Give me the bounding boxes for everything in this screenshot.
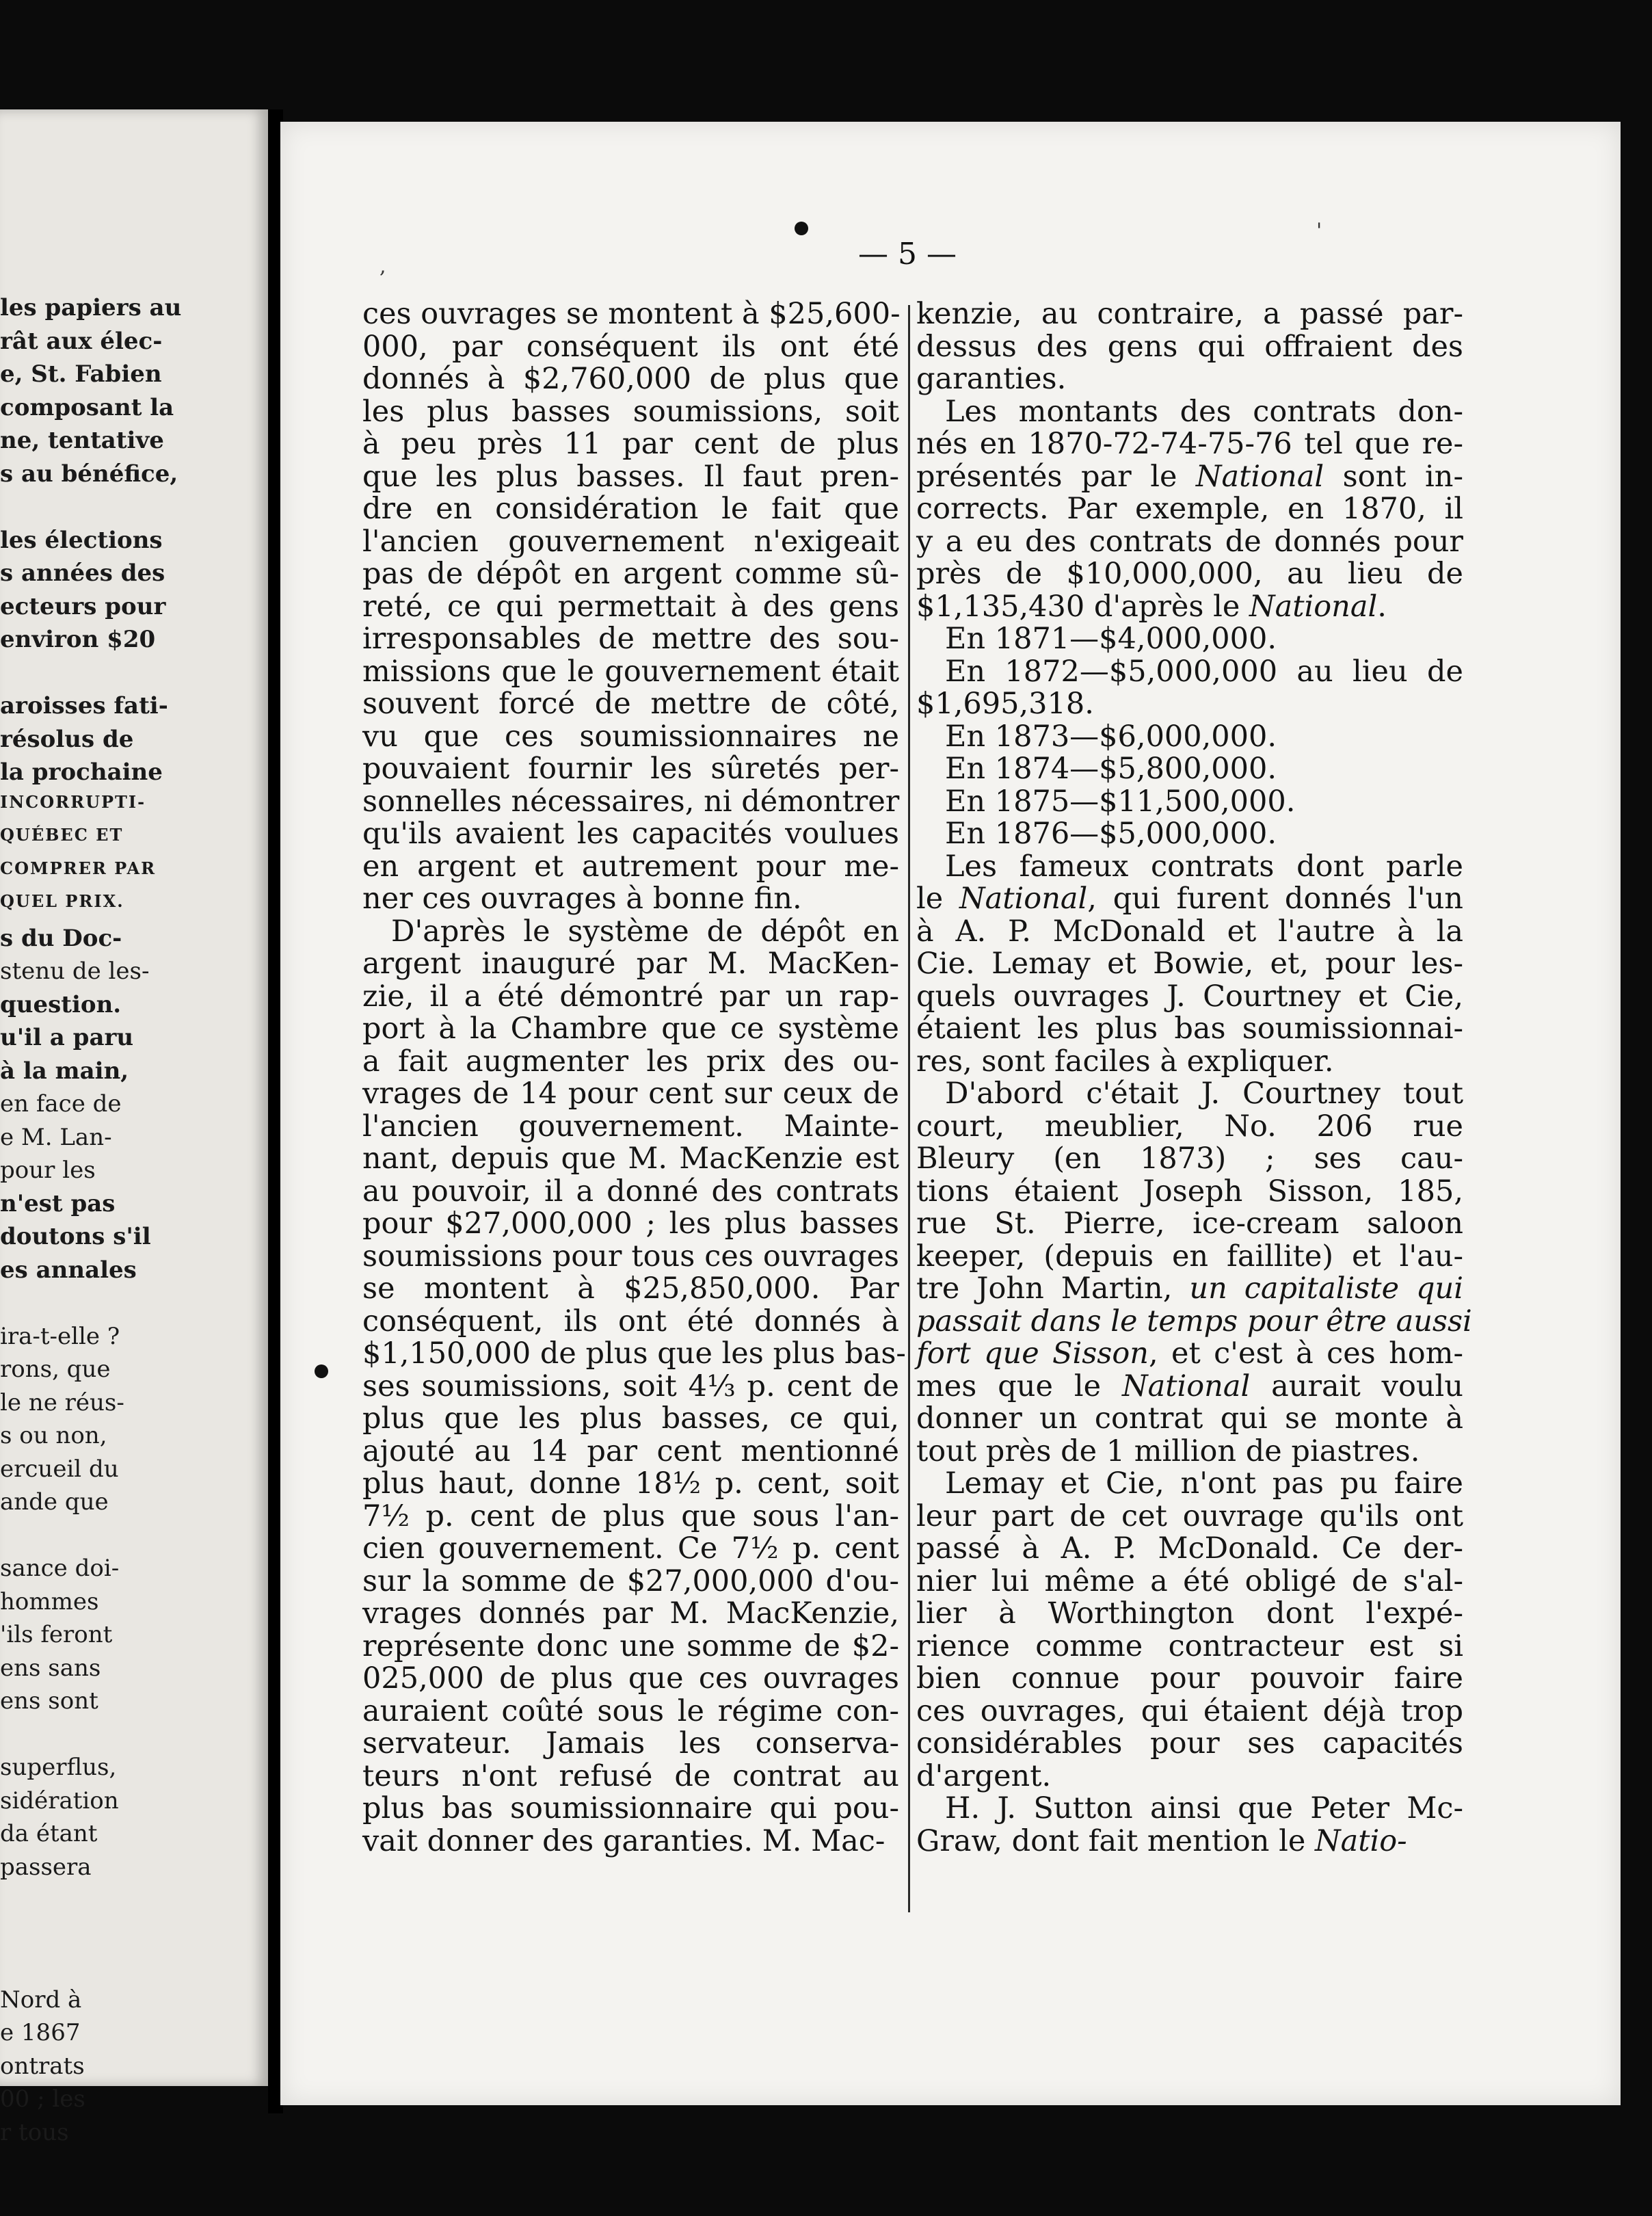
text-line: à A. P. McDonald et l'autre à la [916,914,1463,949]
left-page-line: s années des [0,559,165,587]
text-line: Les montants des contrats don- [945,394,1463,429]
text-line: res, sont faciles à expliquer. [916,1044,1334,1079]
text-line: lier à Worthington dont l'expé- [916,1596,1463,1631]
text-line: qu'ils avaient les capacités voulues [362,817,899,851]
text-line: auraient coûté sous le régime con- [362,1693,899,1728]
text-line: tions étaient Joseph Sisson, 185, [916,1174,1463,1209]
ink-dot [795,222,808,235]
text-line: quels ouvrages J. Courtney et Cie, [916,979,1463,1014]
left-page-line: n'est pas [0,1189,116,1217]
text-line: En 1876—$5,000,000. [945,817,1277,851]
text-line: au pouvoir, il a donné des contrats [362,1174,899,1209]
text-line: ner ces ouvrages à bonne fin. [362,882,802,916]
text-line: servateur. Jamais les conserva- [362,1726,899,1760]
text-line: dre en considération le fait que [362,492,899,526]
text-line: zie, il a été démontré par un rap- [362,979,899,1014]
text-line: En 1871—$4,000,000. [945,622,1277,656]
text-line: Cie. Lemay et Bowie, et, pour les- [916,947,1463,981]
text-line: sur la somme de $27,000,000 d'ou- [362,1564,899,1598]
text-line: souvent forcé de mettre de côté, [362,687,899,721]
text-line: vrages de 14 pour cent sur ceux de [362,1077,899,1111]
text-line: se montent à $25,850,000. Par [362,1271,899,1306]
text-line: dessus des gens qui offraient des [916,329,1463,364]
left-page-line: hommes [0,1587,99,1615]
text-line: Bleury (en 1873) ; ses cau- [916,1142,1463,1176]
left-page-line: e 1867 [0,2019,81,2046]
text-line: les plus basses soumissions, soit [362,394,899,429]
text-line: en argent et autrement pour me- [362,849,899,884]
left-page-line: u'il a paru [0,1024,134,1051]
left-page-line: en face de [0,1090,122,1118]
text-line: Lemay et Cie, n'ont pas pu faire [945,1466,1463,1501]
text-line: plus bas soumissionnaire qui pou- [362,1791,899,1825]
left-page-line: ande que [0,1488,109,1516]
text-line: argent inauguré par M. MacKen- [362,947,899,981]
text-line: Graw, dont fait mention le Natio- [916,1823,1407,1858]
left-page-line: superflus, [0,1754,117,1781]
text-line: ces ouvrages, qui étaient déjà trop [916,1693,1463,1728]
left-page-line: ens sans [0,1654,101,1682]
text-line: donner un contrat qui se monte à [916,1401,1463,1436]
text-line: Les fameux contrats dont parle [945,849,1463,884]
left-page-line: da étant [0,1820,98,1847]
text-line: 7½ p. cent de plus que sous l'an- [362,1499,899,1533]
text-line: irresponsables de mettre des sou- [362,622,899,656]
left-page-line: sance doi- [0,1555,120,1582]
text-line: tre John Martin, un capitaliste qui [916,1271,1463,1306]
text-line: pouvaient fournir les sûretés per- [362,752,899,786]
left-page-line: s du Doc- [0,924,122,952]
left-page-line: environ $20 [0,626,156,653]
text-line: mes que le National aurait voulu [916,1369,1463,1403]
text-line: $1,150,000 de plus que les plus bas- [362,1336,906,1371]
text-line: donnés à $2,760,000 de plus que [362,362,899,396]
text-line: le National, qui furent donnés l'un [916,882,1463,916]
text-line: représente donc une somme de $2- [362,1628,899,1663]
text-line: nés en 1870-72-74-75-76 tel que re- [916,427,1463,461]
left-page-line: ens sont [0,1687,98,1715]
article-column-right [916,297,1472,1858]
left-page-line: les papiers au [0,294,182,321]
text-line: plus que les plus basses, ce qui, [362,1401,899,1436]
text-line: corrects. Par exemple, en 1870, il [916,492,1463,526]
text-line: port à la Chambre que ce système [362,1012,899,1046]
column-rule [908,305,910,1912]
left-page-line: à la main, [0,1057,129,1085]
text-line: fort que Sisson, et c'est à ces hom- [916,1336,1463,1371]
text-line: D'après le système de dépôt en [391,914,899,949]
text-line: En 1874—$5,800,000. [945,752,1277,786]
text-line: y a eu des contrats de donnés pour [916,524,1463,559]
text-line: nier lui même a été obligé de s'al- [916,1564,1463,1598]
left-page-line: rons, que [0,1356,111,1383]
left-page-line: le ne réus- [0,1388,124,1416]
left-page-line: question. [0,990,122,1018]
margin-mark: , [379,254,386,278]
text-line: H. J. Sutton ainsi que Peter Mc- [945,1791,1463,1825]
text-line: En 1873—$6,000,000. [945,719,1277,754]
left-page-line: pour les [0,1157,96,1184]
left-page-line: s ou non, [0,1422,107,1449]
text-line: En 1875—$11,500,000. [945,784,1296,819]
text-line: cien gouvernement. Ce 7½ p. cent [362,1531,899,1566]
text-line: kenzie, au contraire, a passé par- [916,297,1463,331]
text-line: à peu près 11 par cent de plus [362,427,899,461]
text-line: considérables pour ses capacités [916,1726,1463,1760]
text-line: passé à A. P. McDonald. Ce der- [916,1531,1463,1566]
text-line: teurs n'ont refusé de contrat au [362,1758,899,1793]
text-line: rience comme contracteur est si [916,1628,1463,1663]
text-line: nant, depuis que M. MacKenzie est [362,1142,899,1176]
margin-mark: ' [1316,219,1322,243]
text-line: bien connue pour pouvoir faire [916,1661,1463,1696]
text-line: soumissions pour tous ces ouvrages [362,1239,899,1274]
text-line: vu que ces soumissionnaires ne [362,719,899,754]
text-line: conséquent, ils ont été donnés à [362,1304,899,1338]
text-line: d'argent. [916,1758,1052,1793]
text-line: rue St. Pierre, ice-cream saloon [916,1206,1463,1241]
text-line: $1,135,430 d'après le National. [916,589,1387,624]
left-page-line: 'ils feront [0,1621,113,1648]
text-line: En 1872—$5,000,000 au lieu de [945,654,1463,689]
text-line: passait dans le temps pour être aussi [916,1304,1472,1338]
left-page-line: résolus de [0,725,134,753]
text-line: l'ancien gouvernement. Mainte- [362,1109,899,1144]
left-page-line: doutons s'il [0,1223,151,1250]
left-page-line: r tous [0,2118,69,2146]
text-line: près de $10,000,000, au lieu de [916,557,1463,591]
left-page-line: aroisses fati- [0,692,168,720]
text-line: 000, par conséquent ils ont été [362,329,899,364]
text-line: D'abord c'était J. Courtney tout [945,1077,1463,1111]
text-line: ces ouvrages se montent à $25,600- [362,297,901,331]
left-page-line: sidération [0,1786,119,1815]
left-page-line: e M. Lan- [0,1123,112,1151]
left-page-line: passera [0,1853,92,1881]
text-line: pas de dépôt en argent comme sû- [362,557,899,591]
text-line: vrages donnés par M. MacKenzie, [362,1596,899,1631]
text-line: ses soumissions, soit 4⅓ p. cent de [362,1369,899,1403]
text-line: ajouté au 14 par cent mentionné [362,1434,899,1468]
text-line: reté, ce qui permettait à des gens [362,589,899,624]
text-line: sonnelles nécessaires, ni démontrer [362,784,900,819]
left-page-line: ira-t-elle ? [0,1322,120,1350]
left-page-line: COMPRER PAR [0,858,157,878]
left-page-line: ne, tentative [0,427,164,454]
text-line: étaient les plus bas soumissionnai- [916,1012,1463,1046]
left-page-line: la prochaine [0,759,163,786]
text-line: garanties. [916,362,1067,396]
left-page-line: composant la [0,393,174,421]
text-line: pour $27,000,000 ; les plus basses [362,1206,899,1241]
left-page-line: s au bénéfice, [0,460,178,488]
text-line: vait donner des garanties. M. Mac- [362,1823,885,1858]
left-page-line: les élections [0,526,163,554]
left-page-line: QUÉBEC ET [0,825,124,845]
left-page-line: e, St. Fabien [0,360,162,388]
left-page-line: INCORRUPTI- [0,791,146,812]
left-page-line: stenu de les- [0,958,150,985]
article-column-left [362,297,906,1858]
left-page-line: ercueil du [0,1455,119,1483]
left-page-line: 00 ; les [0,2085,85,2113]
text-line: présentés par le National sont in- [916,459,1463,494]
page-number: — 5 — [858,237,957,272]
left-page-line: Nord à [0,1986,82,2014]
text-line: que les plus basses. Il faut pren- [362,459,899,494]
text-line: plus haut, donne 18½ p. cent, soit [362,1466,899,1501]
text-line: $1,695,318. [916,687,1094,721]
text-line: l'ancien gouvernement n'exigeait [362,524,899,559]
text-line: 025,000 de plus que ces ouvrages [362,1661,899,1696]
left-page-line: ontrats [0,2052,85,2080]
left-page-fragment [0,109,268,2146]
text-line: keeper, (depuis en faillite) et l'au- [916,1239,1463,1274]
left-page-line: QUEL PRIX. [0,891,124,911]
text-line: a fait augmenter les prix des ou- [362,1044,899,1079]
ink-dot [315,1364,328,1378]
text-line: tout près de 1 million de piastres. [916,1434,1420,1468]
text-line: missions que le gouvernement était [362,654,899,689]
left-page-line: rât aux élec- [0,327,163,355]
left-page-line: ecteurs pour [0,592,166,620]
text-line: court, meublier, No. 206 rue [916,1109,1463,1144]
left-page-line: es annales [0,1256,137,1284]
text-line: leur part de cet ouvrage qu'ils ont [916,1499,1463,1533]
